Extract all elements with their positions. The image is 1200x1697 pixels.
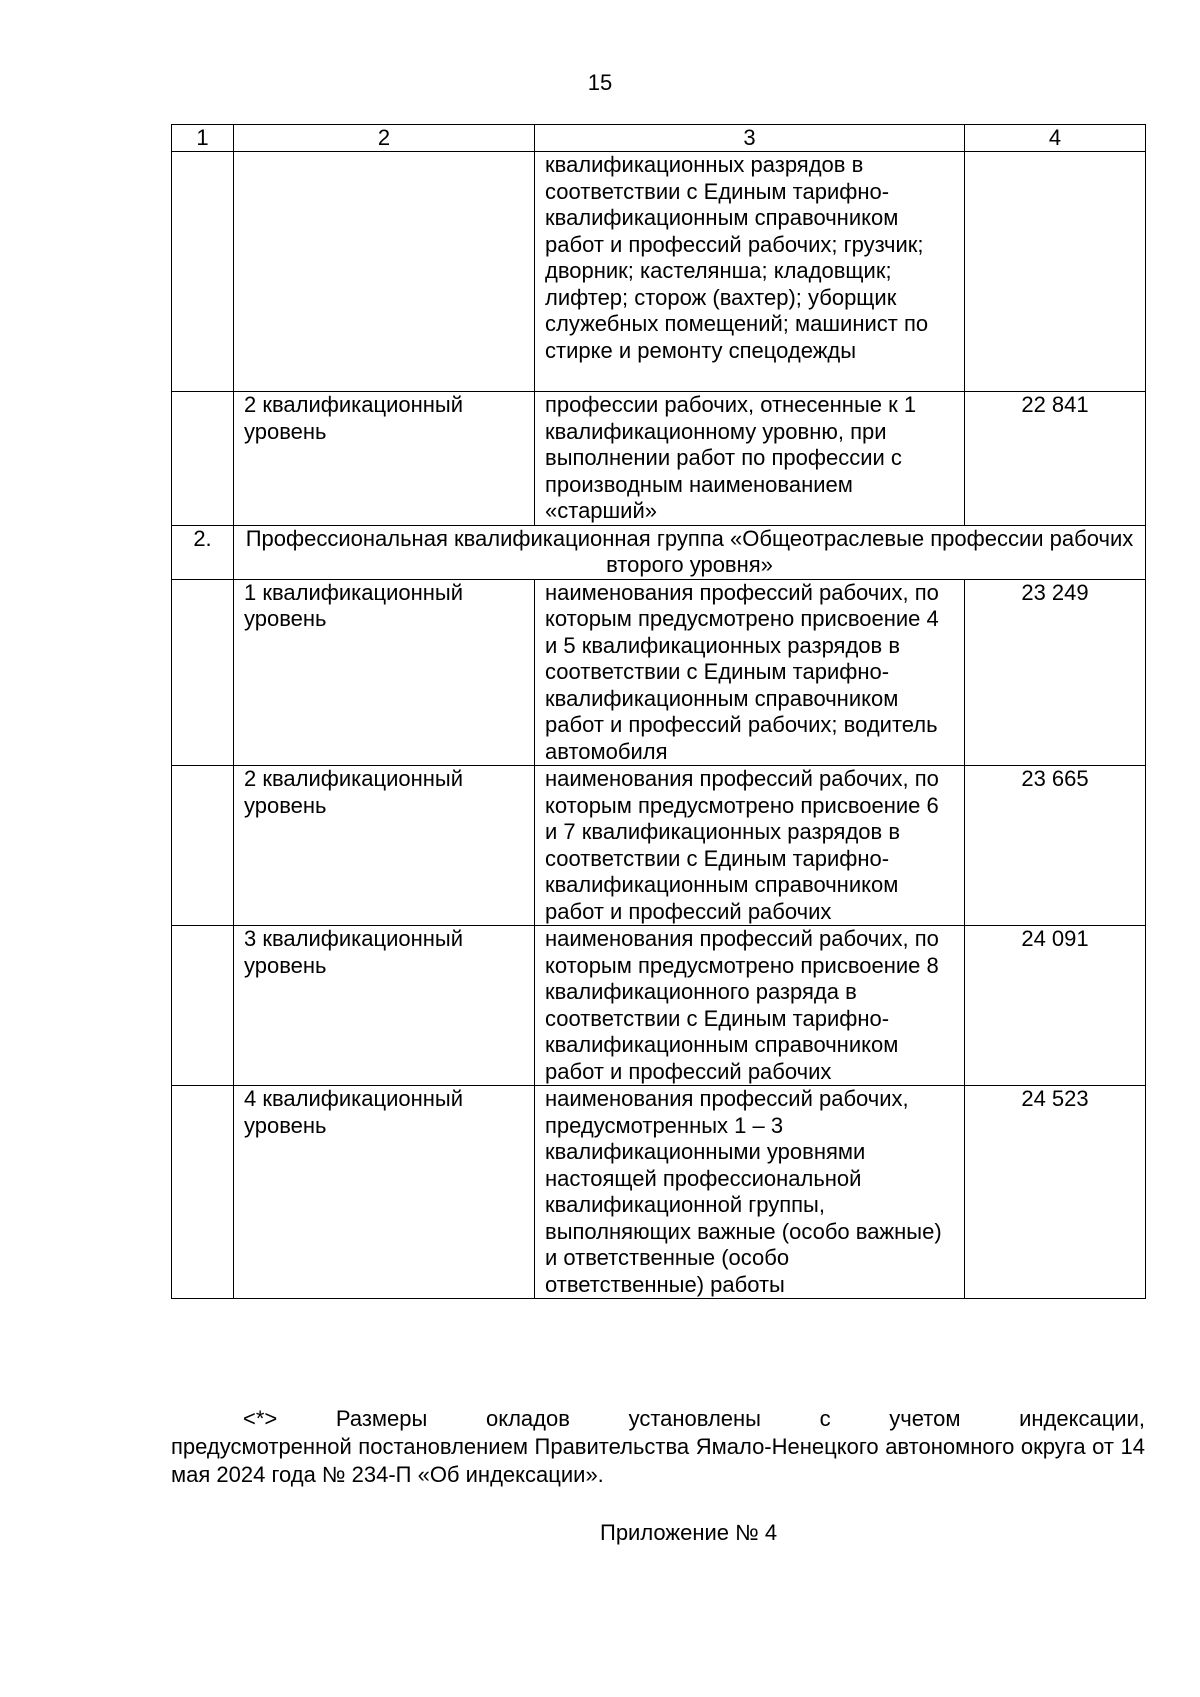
- footnote-rest: предусмотренной постановлением Правительства Ямало-Ненецкого автономного округа от 14 мая 2024 года № 234-П «Об индексации».: [171, 1434, 1145, 1487]
- level-cell: 2 квалификационный уровень: [234, 392, 535, 526]
- row-number-cell: [172, 1086, 234, 1299]
- description-cell: квалификационных разрядов в соответствии с Единым тарифно-квалификационным справочником работ и профессий рабочих; грузчик; дворник; кастелянша; кладовщик; лифтер; сторож (вахтер); уборщик служебных помещений; машинист по стирке и ремонту спецодежды: [535, 152, 965, 392]
- table-row: [172, 579, 1146, 766]
- table-row: [172, 1086, 1146, 1299]
- level-cell: 3 квалификационный уровень: [234, 926, 535, 1086]
- level-cell: 1 квалификационный уровень: [234, 579, 535, 766]
- salary-table: [171, 124, 1146, 1299]
- description-cell: наименования профессий рабочих, предусмотренных 1 – 3 квалификационными уровнями настоящей профессиональной квалификационной группы, выполняющих важные (особо важные) и ответственные (особо ответственные) работы: [535, 1086, 965, 1299]
- table-row: [172, 926, 1146, 1086]
- table-header-row: [172, 125, 1146, 152]
- row-number-cell: [172, 392, 234, 526]
- row-number-cell: [172, 926, 234, 1086]
- level-cell: [234, 152, 535, 392]
- description-cell: профессии рабочих, отнесенные к 1 квалификационному уровню, при выполнении работ по профессии с производным наименованием «старший»: [535, 392, 965, 526]
- table-row: [172, 152, 1146, 392]
- group-title: Профессиональная квалификационная группа «Общеотраслевые профессии рабочих второго уровня»: [234, 525, 1146, 579]
- footnote: [171, 1405, 1145, 1489]
- header-cell-3: 3: [535, 125, 965, 152]
- header-cell-4: 4: [965, 125, 1146, 152]
- salary-cell: 23 249: [965, 579, 1146, 766]
- header-cell-1: 1: [172, 125, 234, 152]
- level-cell: 4 квалификационный уровень: [234, 1086, 535, 1299]
- salary-cell: 24 091: [965, 926, 1146, 1086]
- level-cell: 2 квалификационный уровень: [234, 766, 535, 926]
- salary-cell: 24 523: [965, 1086, 1146, 1299]
- table-row: [172, 392, 1146, 526]
- description-cell: наименования профессий рабочих, по которым предусмотрено присвоение 8 квалификационного разряда в соответствии с Единым тарифно-квалификационным справочником работ и профессий рабочих: [535, 926, 965, 1086]
- header-cell-2: 2: [234, 125, 535, 152]
- row-number-cell: [172, 579, 234, 766]
- salary-cell: 23 665: [965, 766, 1146, 926]
- footnote-line-1: <*> Размеры окладов установлены с учетом индексации,: [243, 1406, 1145, 1431]
- description-cell: наименования профессий рабочих, по которым предусмотрено присвоение 4 и 5 квалификационных разрядов в соответствии с Единым тарифно-квалификационным справочником работ и профессий рабочих; водитель автомобиля: [535, 579, 965, 766]
- row-number-cell: [172, 152, 234, 392]
- row-number-cell: [172, 766, 234, 926]
- group-number: 2.: [172, 525, 234, 579]
- salary-cell: [965, 152, 1146, 392]
- group-header-row: [172, 525, 1146, 579]
- salary-cell: 22 841: [965, 392, 1146, 526]
- appendix-label: Приложение № 4: [600, 1520, 778, 1545]
- table-row: [172, 766, 1146, 926]
- description-cell: наименования профессий рабочих, по которым предусмотрено присвоение 6 и 7 квалификационных разрядов в соответствии с Единым тарифно-квалификационным справочником работ и профессий рабочих: [535, 766, 965, 926]
- page-number: 15: [587, 70, 613, 95]
